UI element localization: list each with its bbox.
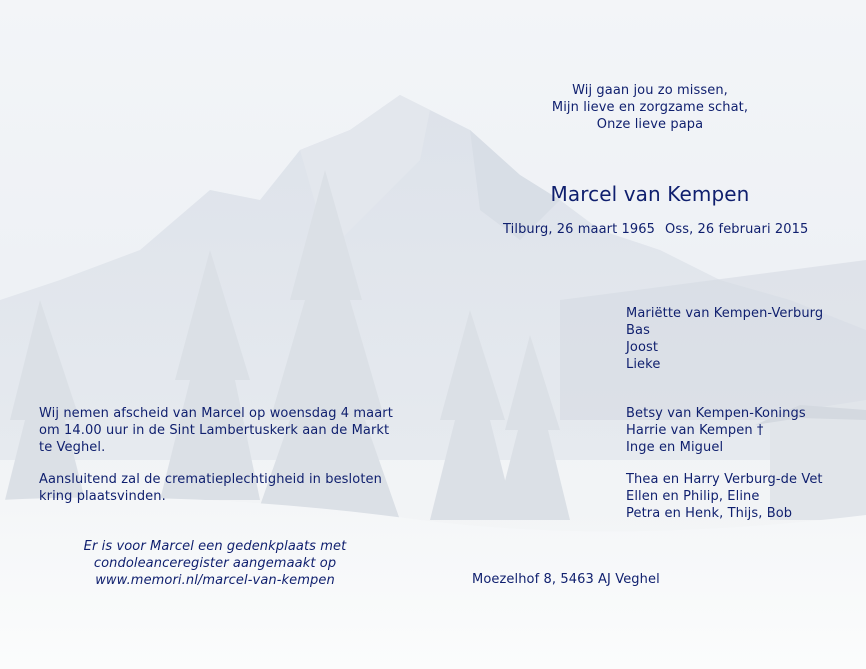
family-line: Mariëtte van Kempen-Verburg <box>626 306 824 321</box>
family-line: Lieke <box>626 357 661 372</box>
service-info <box>39 405 393 456</box>
service-line: om 14.00 uur in de Sint Lambertuskerk aan de Markt <box>39 423 390 438</box>
service-line: Wij nemen afscheid van Marcel op woensdag 4 maart <box>39 406 393 421</box>
cremation-info <box>39 471 382 505</box>
family-line: Petra en Henk, Thijs, Bob <box>626 506 793 521</box>
motto-line: Wij gaan jou zo missen, <box>572 83 728 98</box>
motto-line: Mijn lieve en zorgzame schat, <box>551 100 749 115</box>
death-date: Oss, 26 februari 2015 <box>665 222 809 237</box>
family-group <box>626 305 823 373</box>
memorial-line: condoleanceregister aangemaakt op <box>93 556 337 571</box>
family-line: Thea en Harry Verburg-de Vet <box>626 472 823 487</box>
cremation-line: kring plaatsvinden. <box>39 489 166 504</box>
deceased-name: Marcel van Kempen <box>550 182 750 206</box>
family-line: Betsy van Kempen-Konings <box>626 406 806 421</box>
family-line: Ellen en Philip, Eline <box>626 489 760 504</box>
family-group <box>626 471 823 522</box>
family-line: Inge en Miguel <box>626 440 724 455</box>
memorial-link[interactable]: www.memori.nl/marcel-van-kempen <box>95 573 335 588</box>
address: Moezelhof 8, 5463 AJ Veghel <box>472 572 660 587</box>
cremation-line: Aansluitend zal de crematieplechtigheid in besloten <box>39 472 382 487</box>
memorial-line: Er is voor Marcel een gedenkplaats met <box>83 539 347 554</box>
family-line: Harrie van Kempen † <box>626 423 764 438</box>
family-group <box>626 405 806 456</box>
memorial-register <box>70 538 360 589</box>
family-line: Bas <box>626 323 650 338</box>
family-line: Joost <box>626 340 659 355</box>
service-line: te Veghel. <box>39 440 106 455</box>
motto <box>520 82 780 133</box>
birth-date: Tilburg, 26 maart 1965 <box>503 222 656 237</box>
motto-line: Onze lieve papa <box>596 117 704 132</box>
